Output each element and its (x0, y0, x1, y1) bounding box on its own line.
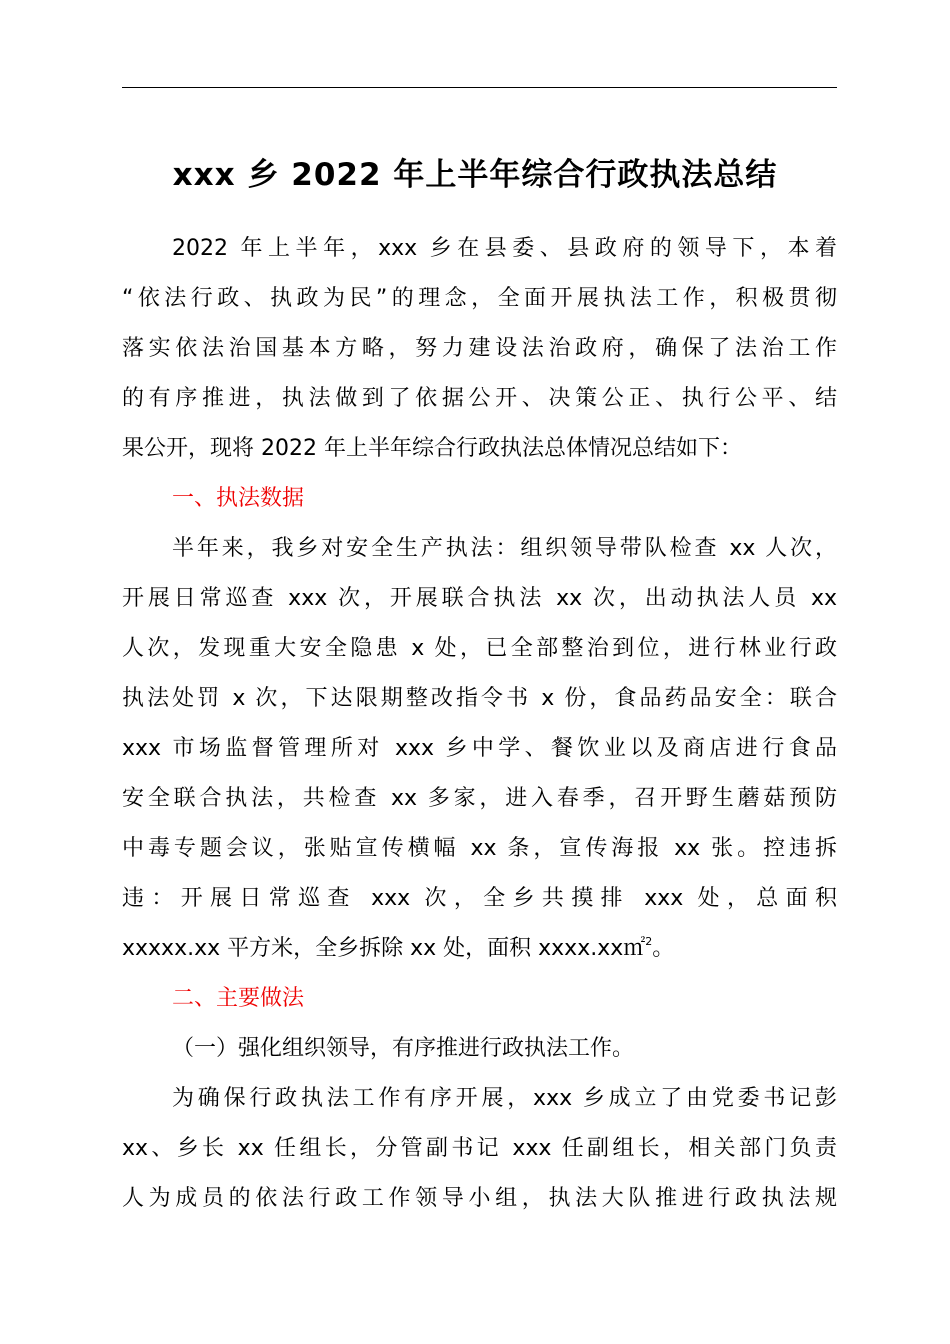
header-rule (122, 87, 837, 88)
paragraph-line: 人次，发现重大安全隐患 x 处，已全部整治到位，进行林业行政 (122, 636, 837, 661)
paragraph-line: 2022 年上半年，xxx 乡在县委、县政府的领导下，本着 (172, 236, 837, 261)
paragraph-line: 违：开展日常巡查 xxx 次，全乡共摸排 xxx 处，总面积 (122, 886, 837, 911)
paragraph-line: 为确保行政执法工作有序开展，xxx 乡成立了由党委书记彭 (172, 1086, 837, 1111)
section-main-practices (122, 974, 837, 1224)
paragraph-line: 的有序推进，执法做到了依据公开、决策公正、执行公平、结 (122, 386, 837, 411)
paragraph-line: 果公开，现将 2022 年上半年综合行政执法总体情况总结如下： (122, 436, 742, 461)
period: 。 (652, 936, 675, 961)
paragraph-line: 落实依法治国基本方略，努力建设法治政府，确保了法治工作 (122, 336, 837, 361)
paragraph-line: xxx 市场监督管理所对 xxx 乡中学、餐饮业以及商店进行食品 (122, 736, 837, 761)
section-heading: 二、主要做法 (172, 986, 305, 1011)
area-text: xxxxx.xx 平方米，全乡拆除 xx 处，面积 xxxx.xx㎡ (122, 936, 646, 961)
section-enforcement-data (122, 474, 837, 974)
paragraph-line: 人为成员的依法行政工作领导小组，执法大队推进行政执法规 (122, 1186, 837, 1211)
superscript: 2 (645, 935, 653, 948)
paragraph-line: “依法行政、执政为民”的理念，全面开展执法工作，积极贯彻 (122, 286, 837, 311)
paragraph-line: 安全联合执法，共检查 xx 多家，进入春季，召开野生蘑菇预防 (122, 786, 837, 811)
section-heading: 一、执法数据 (172, 486, 305, 511)
intro-paragraph (122, 224, 837, 474)
paragraph-line: 执法处罚 x 次，下达限期整改指令书 x 份，食品药品安全：联合 (122, 686, 837, 711)
paragraph-line: 中毒专题会议，张贴宣传横幅 xx 条，宣传海报 xx 张。控违拆 (122, 836, 837, 861)
paragraph-line: 半年来，我乡对安全生产执法：组织领导带队检查 xx 人次， (172, 536, 837, 561)
paragraph-line (122, 924, 837, 974)
paragraph-line: 开展日常巡查 xxx 次，开展联合执法 xx 次，出动执法人员 xx (122, 586, 837, 611)
subsection-heading: （一）强化组织领导，有序推进行政执法工作。 (172, 1036, 635, 1061)
document-title: xxx 乡 2022 年上半年综合行政执法总结 (172, 157, 778, 193)
paragraph-line: xx、乡长 xx 任组长，分管副书记 xxx 任副组长，相关部门负责 (122, 1136, 837, 1161)
